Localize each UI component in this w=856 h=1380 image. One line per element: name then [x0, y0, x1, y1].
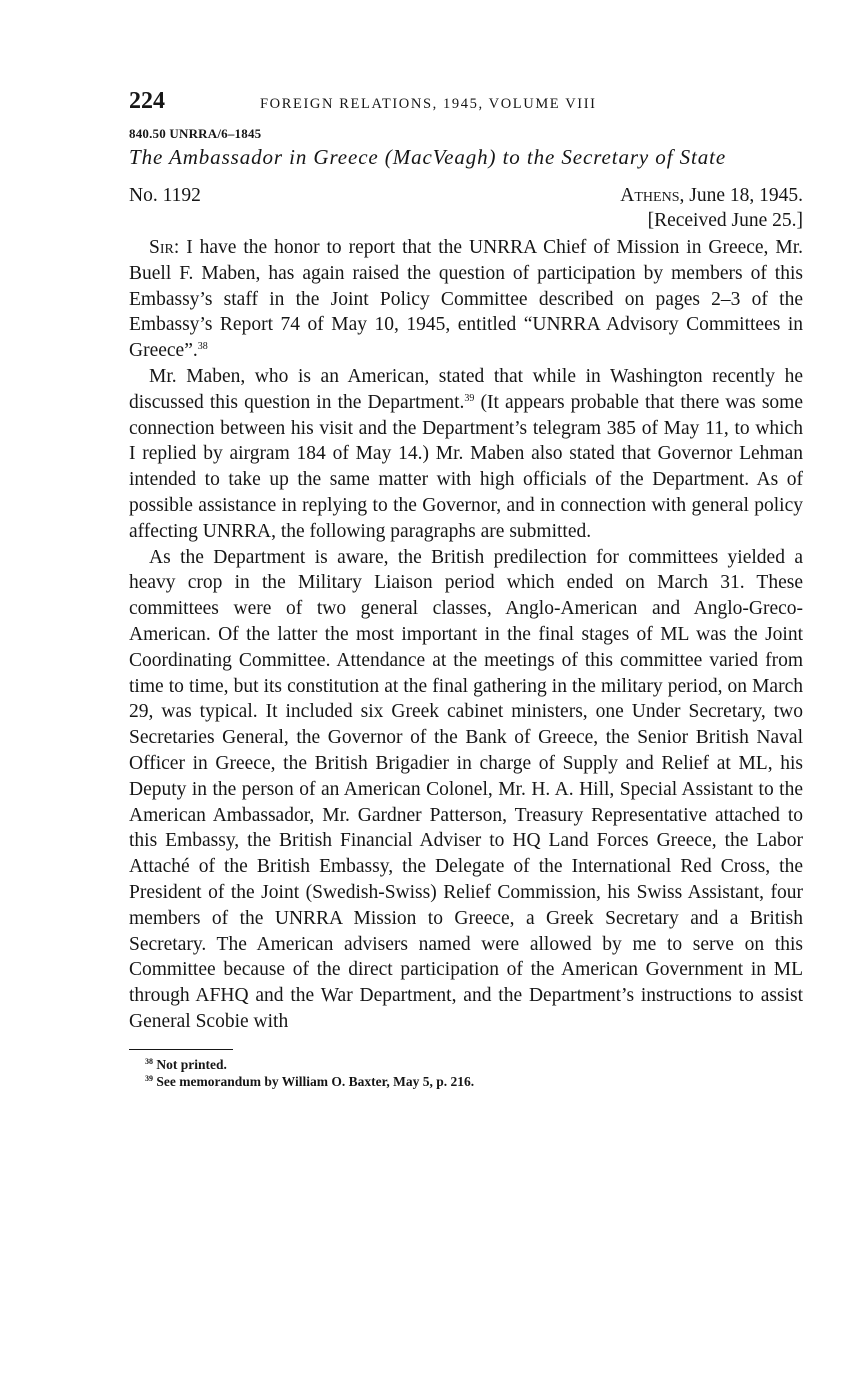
running-title: FOREIGN RELATIONS, 1945, VOLUME VIII	[260, 96, 597, 112]
paragraph: Sir: I have the honor to report that the UNRRA Chief of Mission in Greece, Mr. Buell F. Maben, has again raised the question of participation by members of this Embassy’s staff in the Joint Policy Committee described on pages 2–3 of the Embassy’s Report 74 of May 10, 1945, entitled “UNRRA Advisory Committees in Greece”.$^{38}$	[129, 237, 803, 362]
dateline	[129, 183, 803, 208]
footnotes	[129, 1056, 803, 1090]
paragraph: As the Department is aware, the British predilection for committees yielded a heavy crop in the Military Liaison period which ended on March 31. These committees were of two general classes, Anglo-American and Anglo-Greco-American. Of the latter the most important in the final stages of ML was the Joint Coordinating Committee. Attendance at the meetings of this committee varied from time to time, but its constitution at the final gathering in the military period, on March 29, was typical. It included six Greek cabinet ministers, one Under Secretary, two Secretaries General, the Governor of the Bank of Greece, the Senior British Naval Officer in Greece, the British Brigadier in charge of Supply and Relief at ML, his Deputy in the person of an American Colonel, Mr. H. A. Hill, Special Assistant to the American Ambassador, Mr. Gardner Patterson, Treasury Representative attached to this Embassy, the British Financial Adviser to HQ Land Forces Greece, the Labor Attaché of the British Embassy, the Delegate of the International Red Cross, the President of the Joint (Swedish-Swiss) Relief Commission, his Swiss Assistant, four members of the UNRRA Mission to Greece, a Greek Secretary and a British Secretary. The American advisers named were allowed by me to serve on this Committee because of the direct participation of the American Government in ML through AFHQ and the War Department, and the Department’s instructions to assist General Scobie with	[129, 546, 803, 1032]
despatch-number: No. 1192	[129, 185, 201, 206]
salutation: Sir	[149, 237, 174, 258]
footnote-rule	[129, 1049, 233, 1050]
document-page	[129, 88, 803, 1090]
footnote-ref: 39	[464, 392, 475, 404]
date: , June 18, 1945.	[679, 185, 803, 206]
page-number: 224	[129, 88, 165, 114]
received-date: [Received June 25.]	[647, 210, 803, 231]
place: Athens	[620, 185, 680, 206]
footnote: $^{38}$ Not printed.	[145, 1056, 227, 1072]
document-title: The Ambassador in Greece (MacVeagh) to the Secretary of State	[129, 145, 727, 169]
letter-body	[129, 235, 803, 1035]
footnote-ref: 38	[197, 341, 208, 353]
running-head	[129, 88, 803, 122]
file-number: 840.50 UNRRA/6–1845	[129, 126, 262, 141]
footnote: $^{39}$ See memorandum by William O. Baxter, May 5, p. 216.	[145, 1073, 475, 1089]
paragraph: Mr. Maben, who is an American, stated that while in Washington recently he discussed this question in the Department.$^{39}$ (It appears probable that there was some connection between his visit and the Department’s telegram 385 of May 11, to which I replied by airgram 184 of May 14.) Mr. Maben also stated that Governor Lehman intended to take up the same matter with high officials of the Department. As of possible assistance in replying to the Governor, and in connection with general policy affecting UNRRA, the following paragraphs are submitted.	[129, 365, 803, 542]
place-date	[620, 183, 803, 208]
